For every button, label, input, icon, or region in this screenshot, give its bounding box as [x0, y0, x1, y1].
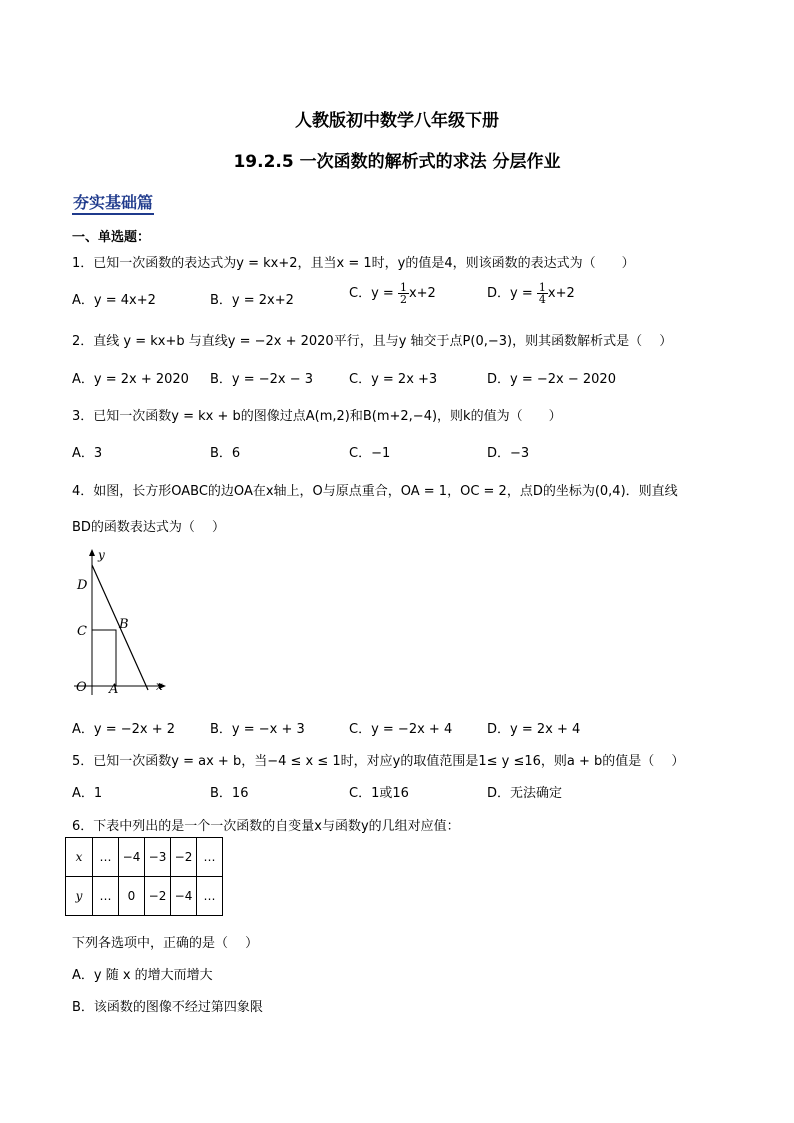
document-subtitle: 19.2.5 一次函数的解析式的求法 分层作业: [233, 152, 561, 172]
question-4-stem: 4．如图，长方形OABC的边OA在x轴上，O与原点重合，OA = 1，OC = 2，点D的坐标为(0,4)．则直线: [72, 484, 678, 499]
q4-option-b: B．y = −x + 3: [210, 722, 305, 737]
q5-option-d: D．无法确定: [487, 786, 563, 801]
figure-label-y: y: [98, 548, 105, 562]
table-cell: −2: [171, 838, 197, 877]
value-table: [65, 837, 223, 916]
q2-option-b: B．y = −2x − 3: [210, 372, 314, 387]
q4-option-a: A．y = −2x + 2: [72, 722, 176, 737]
q4-option-c: C．y = −2x + 4: [349, 722, 453, 737]
q1-option-a: A．y = 4x+2: [72, 293, 156, 308]
question-1-stem: 1．已知一次函数的表达式为y = kx+2，且当x = 1时，y的值是4，则该函数的表达式为（ ）: [72, 256, 635, 271]
document-title: 人教版初中数学八年级下册: [295, 111, 499, 131]
q2-option-c: C．y = 2x +3: [349, 372, 438, 387]
table-cell: −3: [145, 838, 171, 877]
table-cell: 0: [119, 877, 145, 916]
table-cell: −2: [145, 877, 171, 916]
question-2-stem: 2．直线 y = kx+b 与直线y = −2x + 2020平行，且与y 轴交于点P(0,−3)，则其函数解析式是（ ）: [72, 334, 673, 349]
question-6-stem: 6．下表中列出的是一个一次函数的自变量x与函数y的几组对应值：: [72, 819, 460, 834]
part-heading: 一、单选题：: [72, 230, 151, 245]
figure-label-d: D: [77, 578, 88, 593]
q3-option-b: B．6: [210, 446, 241, 461]
table-cell: …: [197, 877, 223, 916]
q5-option-c: C．1或16: [349, 786, 409, 801]
table-cell: …: [93, 838, 119, 877]
table-cell: …: [197, 838, 223, 877]
q5-option-b: B．16: [210, 786, 249, 801]
table-cell: …: [93, 877, 119, 916]
figure-label-b: B: [119, 617, 129, 632]
figure-label-o: O: [76, 680, 87, 695]
question-6-prompt: 下列各选项中，正确的是（ ）: [72, 936, 259, 951]
question-4-stem-cont: BD的函数表达式为（ ）: [72, 520, 226, 535]
table-row-x: [66, 838, 223, 877]
q2-option-d: D．y = −2x − 2020: [487, 372, 616, 387]
q3-option-c: C．−1: [349, 446, 391, 461]
coordinate-figure: [66, 545, 176, 705]
q3-option-d: D．−3: [487, 446, 530, 461]
question-3-stem: 3．已知一次函数y = kx + b的图像过点A(m,2)和B(m+2,−4)，则k的值为（ ）: [72, 409, 562, 424]
figure-label-a: A: [109, 682, 119, 697]
question-5-stem: 5．已知一次函数y = ax + b，当−4 ≤ x ≤ 1时，对应y的取值范围是1≤ y ≤16，则a + b的值是（ ）: [72, 754, 685, 769]
q4-option-d: D．y = 2x + 4: [487, 722, 581, 737]
table-cell: y: [66, 877, 93, 916]
figure-label-c: C: [77, 624, 87, 639]
figure-label-x: x: [156, 679, 163, 693]
q1-option-d: D．y = $\frac{1}{4}$ x+2: [487, 281, 575, 306]
q2-option-a: A．y = 2x + 2020: [72, 372, 189, 387]
q3-option-a: A．3: [72, 446, 103, 461]
q1-option-c: C．y = $\frac{1}{2}$ x+2: [349, 281, 436, 306]
table-row-y: [66, 877, 223, 916]
table-cell: x: [66, 838, 93, 877]
table-cell: −4: [171, 877, 197, 916]
q5-option-a: A．1: [72, 786, 103, 801]
q6-choice-b: B．该函数的图像不经过第四象限: [72, 1000, 263, 1015]
q6-choice-a: A．y 随 x 的增大而增大: [72, 968, 213, 983]
q1-option-b: B．y = 2x+2: [210, 293, 294, 308]
section-heading: 夯实基础篇: [72, 190, 154, 215]
table-cell: −4: [119, 838, 145, 877]
